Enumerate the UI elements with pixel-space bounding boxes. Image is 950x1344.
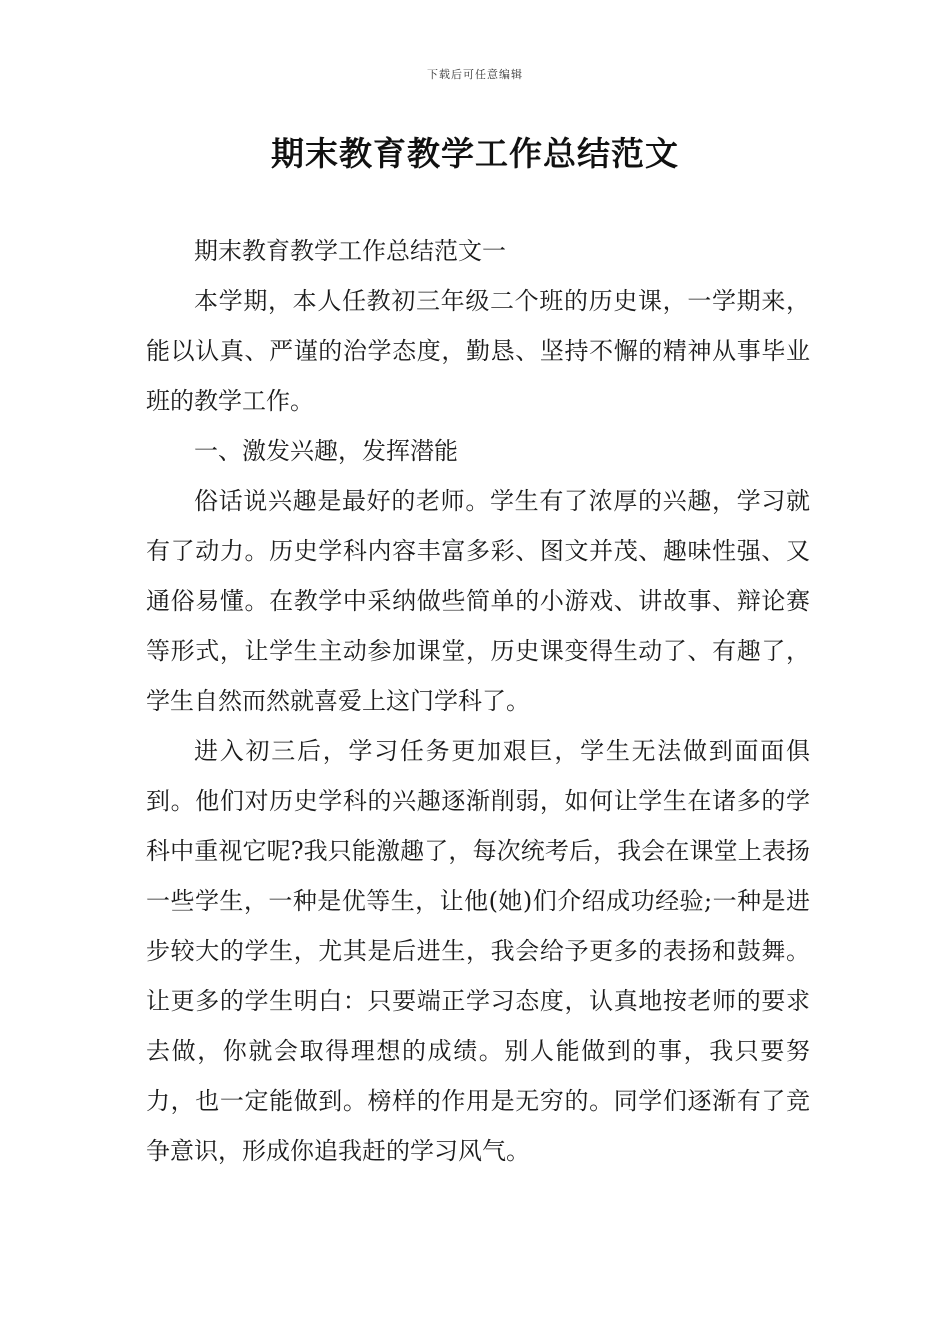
document-title: 期末教育教学工作总结范文 (271, 134, 679, 173)
document-body (146, 226, 810, 1176)
section-heading: 一、激发兴趣，发挥潜能 (194, 437, 458, 465)
section-heading: 期末教育教学工作总结范文一 (194, 237, 506, 265)
paragraph: 俗话说兴趣是最好的老师。学生有了浓厚的兴趣，学习就有了动力。历史学科内容丰富多彩、图文并茂、趣味性强、又通俗易懂。在教学中采纳做些简单的小游戏、讲故事、辩论赛等形式，让学生主动参加课堂，历史课变得生动了、有趣了，学生自然而然就喜爱上这门学科了。 (146, 487, 810, 715)
header-note: 下载后可任意编辑 (427, 68, 523, 81)
paragraph: 进入初三后，学习任务更加艰巨，学生无法做到面面俱到。他们对历史学科的兴趣逐渐削弱，如何让学生在诸多的学科中重视它呢?我只能激趣了，每次统考后，我会在课堂上表扬一些学生，一种是优等生，让他(她)们介绍成功经验;一种是进步较大的学生，尤其是后进生，我会给予更多的表扬和鼓舞。让更多的学生明白：只要端正学习态度，认真地按老师的要求去做，你就会取得理想的成绩。别人能做到的事，我只要努力，也一定能做到。榜样的作用是无穷的。同学们逐渐有了竞争意识，形成你追我赶的学习风气。 (146, 737, 810, 1165)
paragraph: 本学期，本人任教初三年级二个班的历史课，一学期来，能以认真、严谨的治学态度，勤恳、坚持不懈的精神从事毕业班的教学工作。 (146, 287, 810, 415)
